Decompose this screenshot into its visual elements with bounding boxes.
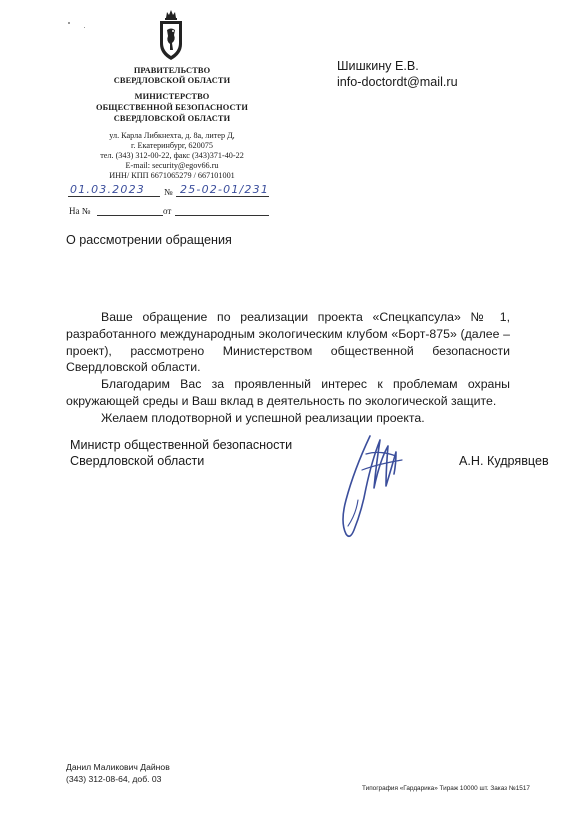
- recipient-block: [337, 58, 458, 90]
- handwritten-signature: [336, 430, 412, 542]
- address-phone: тел. (343) 312-00-22, факс (343)371-40-22: [100, 151, 244, 160]
- signer-position-line2: Свердловской области: [70, 454, 205, 469]
- letter-body: [66, 309, 510, 427]
- signer-position-line1: Министр общественной безопасности: [70, 438, 293, 452]
- scan-speck: [68, 22, 70, 24]
- reg-number-underline: [176, 196, 269, 197]
- executor-block: [66, 762, 170, 785]
- reply-to-label: На №: [69, 206, 91, 216]
- reply-from-underline: [175, 215, 269, 216]
- executor-name: Данил Маликович Дайнов: [66, 762, 170, 772]
- reg-number-sign: №: [164, 187, 173, 197]
- address-street: ул. Карла Либкнехта, д. 8а, литер Д,: [109, 131, 235, 140]
- body-paragraph: Благодарим Вас за проявленный интерес к проблемам охраны окружающей среды и Ваш вклад в деятельность по экологической защите.: [66, 377, 510, 408]
- reply-from-label: от: [163, 206, 172, 216]
- government-title-line1: ПРАВИТЕЛЬСТВО: [133, 66, 211, 75]
- printer-note: Типография «Гардарика» Тираж 10000 шт. Заказ №1517: [362, 785, 530, 792]
- handwritten-reg-number: 25-02-01/231: [180, 183, 270, 196]
- letter-subject: О рассмотрении обращения: [66, 233, 232, 247]
- body-paragraph: Желаем плодотворной и успешной реализации проекта.: [101, 410, 425, 425]
- date-underline: [68, 196, 160, 197]
- government-title-line2: СВЕРДЛОВСКОЙ ОБЛАСТИ: [113, 76, 231, 85]
- address-city: г. Екатеринбург, 620075: [130, 141, 213, 150]
- executor-phone: (343) 312-08-64, доб. 03: [66, 773, 162, 784]
- recipient-email: info-doctordt@mail.ru: [337, 75, 458, 89]
- ministry-title-line3: СВЕРДЛОВСКОЙ ОБЛАСТИ: [113, 114, 231, 123]
- signer-position: [70, 437, 292, 469]
- ministry-title-line1: МИНИСТЕРСТВО: [134, 92, 210, 101]
- recipient-name: Шишкину Е.В.: [337, 59, 419, 73]
- handwritten-date: 01.03.2023: [70, 183, 145, 196]
- signer-name: А.Н. Кудрявцев: [459, 454, 549, 468]
- sverdlovsk-coat-of-arms-icon: [158, 10, 184, 62]
- address-inn-kpp: ИНН/ КПП 6671065279 / 667101001: [109, 171, 235, 180]
- ministry-title-line2: ОБЩЕСТВЕННОЙ БЕЗОПАСНОСТИ: [96, 103, 248, 112]
- body-paragraph: Ваше обращение по реализации проекта «Спецкапсула» № 1, разработанного международным экологическим клубом «Борт-875» (далее – проект), рассмотрено Министерством общественной безопасности Свердловской области.: [66, 310, 510, 375]
- address-email: E-mail: security@egov66.ru: [125, 161, 219, 170]
- reply-to-underline: [97, 215, 163, 216]
- scan-speck: [84, 27, 85, 28]
